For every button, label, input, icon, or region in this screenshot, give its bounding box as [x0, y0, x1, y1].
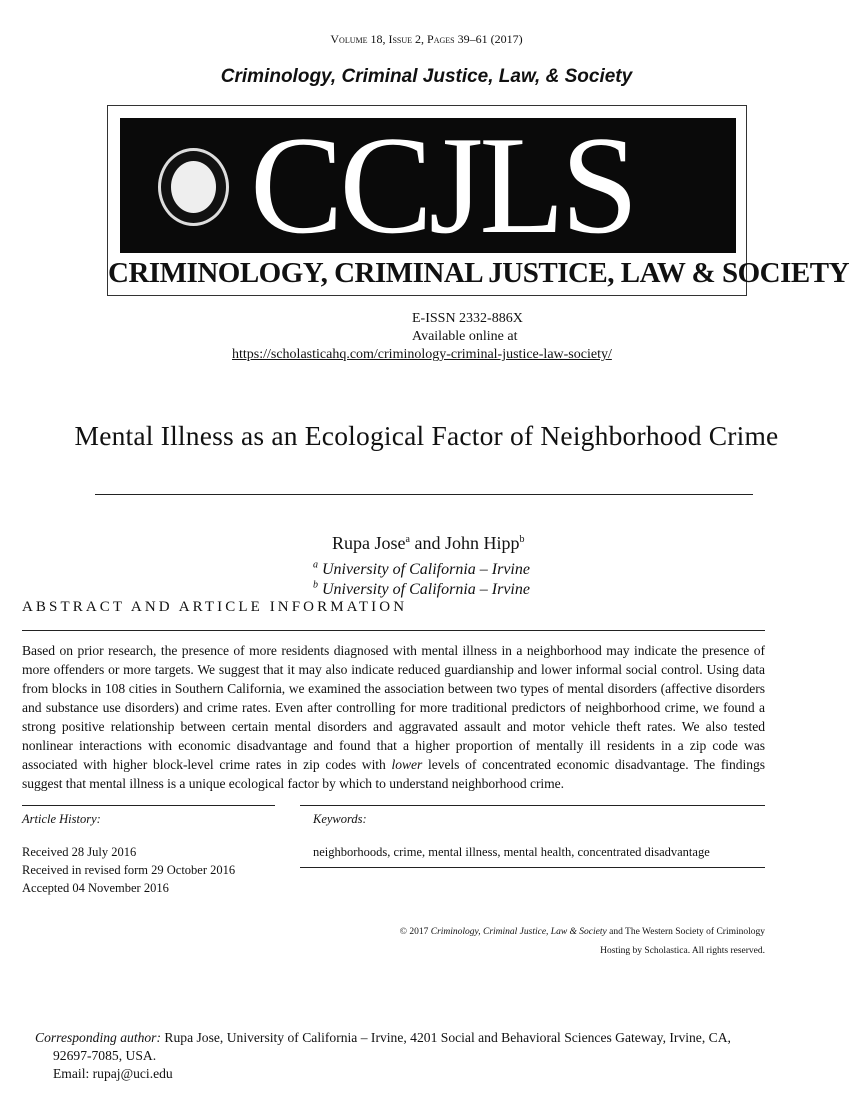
title-divider — [95, 494, 753, 495]
affiliation-a: $^a$ University of California – Irvine — [313, 559, 530, 578]
hosting-line: Hosting by Scholastica. All rights reserved. — [600, 946, 765, 956]
keywords-bottom-rule — [300, 867, 765, 868]
issn: E-ISSN 2332-886X — [412, 311, 523, 326]
copyright-block — [22, 923, 765, 961]
authors: Rupa Jose$^a$ and John Hipp$^b$ — [332, 533, 525, 553]
accepted-date: Accepted 04 November 2016 — [22, 881, 169, 895]
article-history — [22, 805, 275, 897]
logo-banner — [120, 118, 736, 253]
journal-url-link[interactable]: https://scholasticahq.com/criminology-criminal-justice-law-society/ — [232, 347, 612, 362]
article-info — [22, 805, 765, 897]
journal-logo — [107, 105, 850, 296]
abstract-divider — [22, 630, 765, 631]
logo-acronym: CCJLS — [250, 118, 635, 253]
abstract-and-info — [22, 641, 765, 961]
volume-line: Volume 18, Issue 2, Pages 39–61 (2017) — [330, 32, 523, 46]
corresponding-postcode: 92697-7085, USA. — [53, 1048, 157, 1063]
keywords-section — [300, 805, 765, 897]
keywords-text: neighborhoods, crime, mental illness, mental health, concentrated disadvantage — [313, 845, 710, 859]
received-date: Received 28 July 2016 — [22, 845, 137, 859]
abstract-heading: ABSTRACT AND ARTICLE INFORMATION — [22, 599, 408, 615]
affiliation-b: $^b$ University of California – Irvine — [313, 579, 530, 598]
logo-subtitle: CRIMINOLOGY, CRIMINAL JUSTICE, LAW & SOCIETY — [108, 257, 850, 289]
corresponding-email: Email: rupaj@uci.edu — [53, 1066, 173, 1081]
available-online: Available online at — [412, 329, 518, 344]
copyright-line: © 2017 Criminology, Criminal Justice, Law & Society and The Western Society of Criminology — [399, 927, 765, 937]
revised-date: Received in revised form 29 October 2016 — [22, 863, 236, 877]
abstract-text: Based on prior research, the presence of more residents diagnosed with mental illness in a neighborhood may indicate the presence of more offenders or more targets. We suggest that it may also indicate reduced guardianship and lower informal social control. Using data from blocks in 108 cities in Southern California, we examined the association between two types of mental disorders (affective disorders and substance use disorders) and crime rates. Even after controlling for more traditional predictors of neighborhood crime, we found a strong positive relationship between certain mental disorders and aggravated assault and motor vehicle theft rates. We also tested nonlinear interactions with economic disadvantage and found that a higher proportion of mentally ill residents in a zip code was associated with higher block-level crime rates in zip codes with lower levels of concentrated economic disadvantage. The findings suggest that mental illness is a unique ecological factor by which to understand neighborhood crime. — [22, 643, 765, 791]
journal-title: Criminology, Criminal Justice, Law, & Society — [220, 66, 633, 87]
article-title: Mental Illness as an Ecological Factor of Neighborhood Crime — [74, 420, 779, 451]
history-label: Article History: — [22, 812, 101, 826]
society-seal-icon — [158, 148, 229, 226]
corresponding-author: Corresponding author: Rupa Jose, University of California – Irvine, 4201 Social and Behavioral Sciences Gateway, Irvine, CA, — [35, 1030, 731, 1045]
keywords-label: Keywords: — [313, 812, 367, 826]
